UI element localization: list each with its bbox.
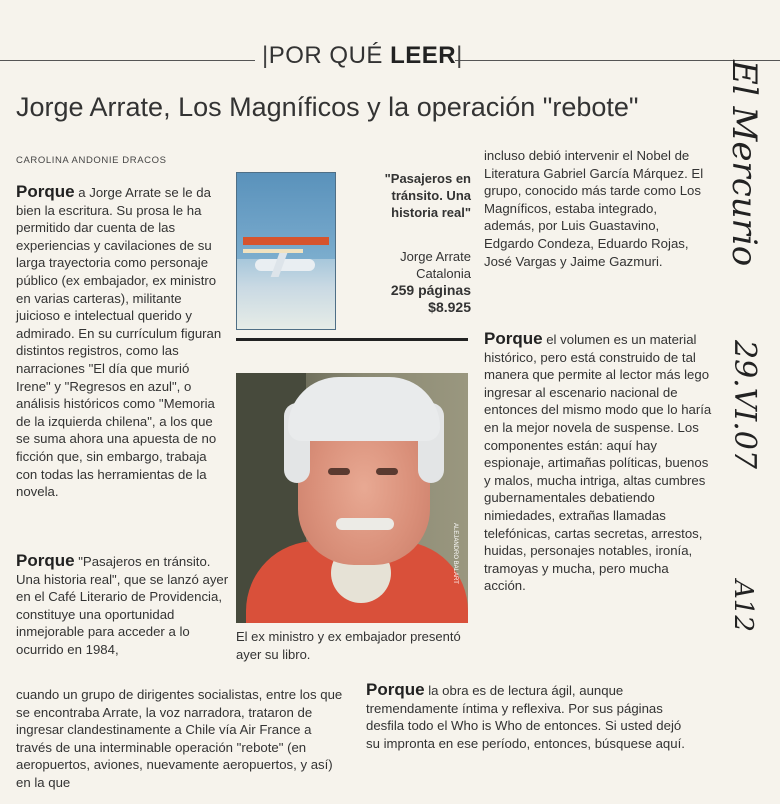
keyword-porque-1: Porque: [16, 182, 75, 201]
section-por-que: POR QUÉ: [268, 42, 391, 69]
article-paragraph-2: [16, 552, 238, 671]
article-paragraph-4: [484, 330, 714, 607]
keyword-porque-3: Porque: [484, 329, 543, 348]
paragraph-2-continued-text: cuando un grupo de dirigentes socialistas, entre los que se encontraba Arrate, la voz narradora, trataron de ingresar clandestinamente a Chile vía Air France a través de una interminable operación "rebote" (en aeropuertos, aviones, nuevamente aeropuertos, y así) en la que: [16, 687, 343, 790]
paragraph-3-text: incluso debió intervenir el Nobel de Literatura Gabriel García Márquez. El grupo, conocido más tarde como Los Magníficos, estaba integrado, además, por Luis Guastavino, Edgardo Condeza, Eduardo Rojas, José Vargas y Jaime Gazmuri.: [484, 148, 704, 269]
book-price: $8.925: [428, 299, 471, 315]
divider-rule: [236, 338, 468, 341]
article-paragraph-2-continued: [16, 686, 346, 804]
book-pages: 259 páginas: [390, 282, 471, 298]
book-cover-image: [236, 172, 336, 330]
section-bar-right: |: [456, 42, 463, 69]
paragraph-2-text: "Pasajeros en tránsito. Una historia real", que se lanzó ayer en el Café Literario de Providencia, constituye una oportunidad inmejorable para acceder a lo ocurrido en 1984,: [16, 554, 229, 657]
section-leer: LEER: [390, 42, 457, 69]
paragraph-5-text: la obra es de lectura ágil, aunque tremendamente íntima y reflexiva. Por sus páginas desfila todo el Who is Who de entonces. Si usted dejó su impronta en ese período, entonces, búsquese aquí.: [366, 683, 685, 751]
article-paragraph-3: [484, 147, 709, 282]
keyword-porque-2: Porque: [16, 551, 75, 570]
article-paragraph-1: [16, 183, 226, 513]
book-meta: [366, 248, 471, 316]
book-title: "Pasajeros en tránsito. Una historia real": [384, 171, 471, 220]
keyword-porque-4: Porque: [366, 680, 425, 699]
section-header: [262, 42, 463, 70]
handwritten-page: A12: [728, 580, 758, 632]
paragraph-4-text: el volumen es un material histórico, pero está construido de tal manera que permite al lector más lego ingresar al escenario nacional de entonces del mismo modo que lo haría en la mejor novela de suspense. Los componentes están: aquí hay espionaje, artimañas políticas, buenos y malos, mucha intriga, altas cumbres gubernamentales debatiendo nimiedades, extrañas llamadas telefónicas, cartas secretas, arrestos, huidas, personajes notables, ironía, tramoyas y mucha, pero mucha acción.: [484, 332, 712, 594]
book-author: Jorge Arrate: [400, 249, 471, 264]
book-publisher: Catalonia: [416, 266, 471, 281]
byline: CAROLINA ANDONIE DRACOS: [16, 155, 167, 166]
author-photo: [236, 373, 468, 623]
photo-caption: El ex ministro y ex embajador presentó ayer su libro.: [236, 629, 461, 662]
section-bar-left: |: [262, 42, 269, 69]
handwritten-date: 29.VI.07: [727, 340, 762, 469]
photo-credit: ALEJANDRO BALART: [452, 523, 458, 584]
handwritten-source: El Mercurio: [724, 60, 764, 267]
paragraph-1-text: a Jorge Arrate se le da bien la escritura. Su prosa le ha permitido dar cuenta de las experiencias y cavilaciones de su larga trayectoria como personaje público (ex embajador, ex ministro en varias carteras), militante juicioso e intelectual querido y admirado. En su currículum figuran distintos registros, como las narraciones "El día que murió Irene" y "Regresos en azul", o análisis históricos como "Memoria de la izquierda chilena", a los que se suma ahora una apuesta de no ficción que, sin embargo, trabaja con todas las herramientas de la novela.: [16, 185, 222, 500]
article-paragraph-5: [366, 681, 696, 764]
headline: Jorge Arrate, Los Magníficos y la operación "rebote": [16, 92, 639, 122]
header-rule-left: [0, 60, 255, 61]
